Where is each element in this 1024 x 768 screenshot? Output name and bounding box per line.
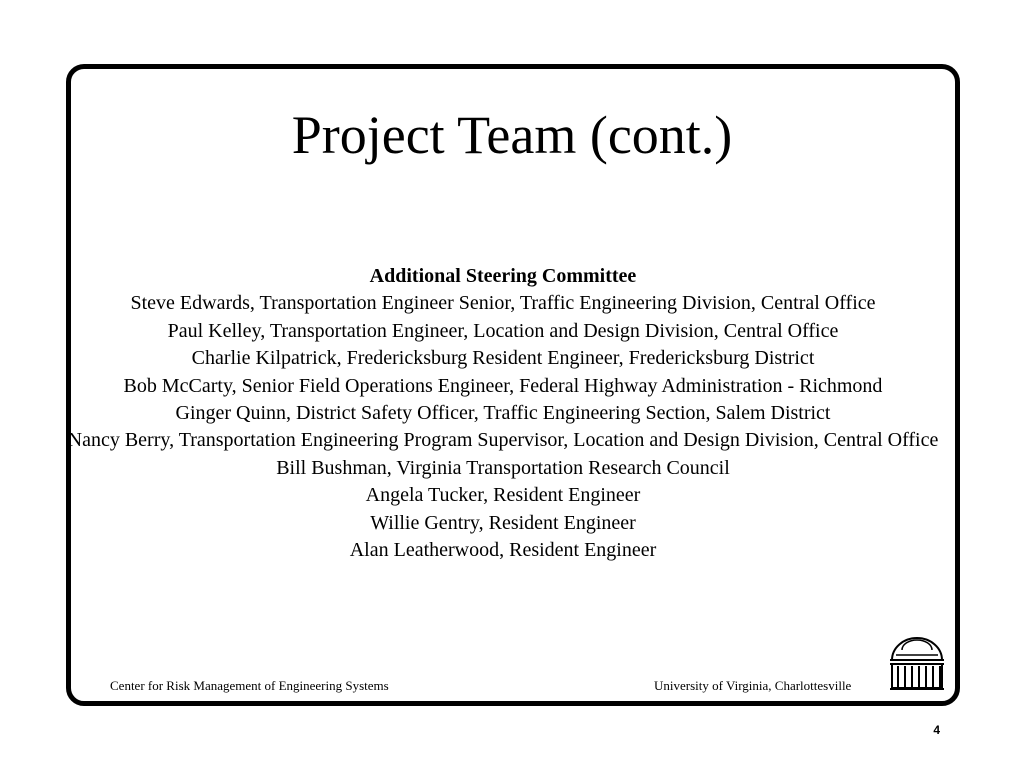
footer-organization: Center for Risk Management of Engineering Systems bbox=[110, 678, 389, 693]
steering-committee-list bbox=[66, 263, 940, 564]
committee-member: Nancy Berry, Transportation Engineering Program Supervisor, Location and Design Division, Central Office bbox=[67, 429, 939, 452]
rotunda-logo-icon bbox=[888, 636, 946, 692]
committee-member: Bob McCarty, Senior Field Operations Engineer, Federal Highway Administration - Richmond bbox=[123, 374, 883, 397]
committee-member: Alan Leatherwood, Resident Engineer bbox=[349, 539, 657, 562]
footer-university: University of Virginia, Charlottesville bbox=[654, 678, 852, 693]
committee-member: Ginger Quinn, District Safety Officer, Traffic Engineering Section, Salem District bbox=[175, 402, 831, 425]
committee-member: Angela Tucker, Resident Engineer bbox=[365, 484, 641, 507]
slide-title: Project Team (cont.) bbox=[291, 105, 733, 165]
committee-member: Paul Kelley, Transportation Engineer, Location and Design Division, Central Office bbox=[167, 319, 839, 342]
committee-member: Charlie Kilpatrick, Fredericksburg Resident Engineer, Fredericksburg District bbox=[191, 347, 815, 370]
page-number: 4 bbox=[933, 723, 940, 737]
committee-member: Steve Edwards, Transportation Engineer Senior, Traffic Engineering Division, Central Office bbox=[130, 292, 876, 315]
committee-heading: Additional Steering Committee bbox=[369, 265, 637, 287]
committee-member: Bill Bushman, Virginia Transportation Research Council bbox=[276, 456, 730, 479]
committee-member: Willie Gentry, Resident Engineer bbox=[370, 511, 636, 534]
